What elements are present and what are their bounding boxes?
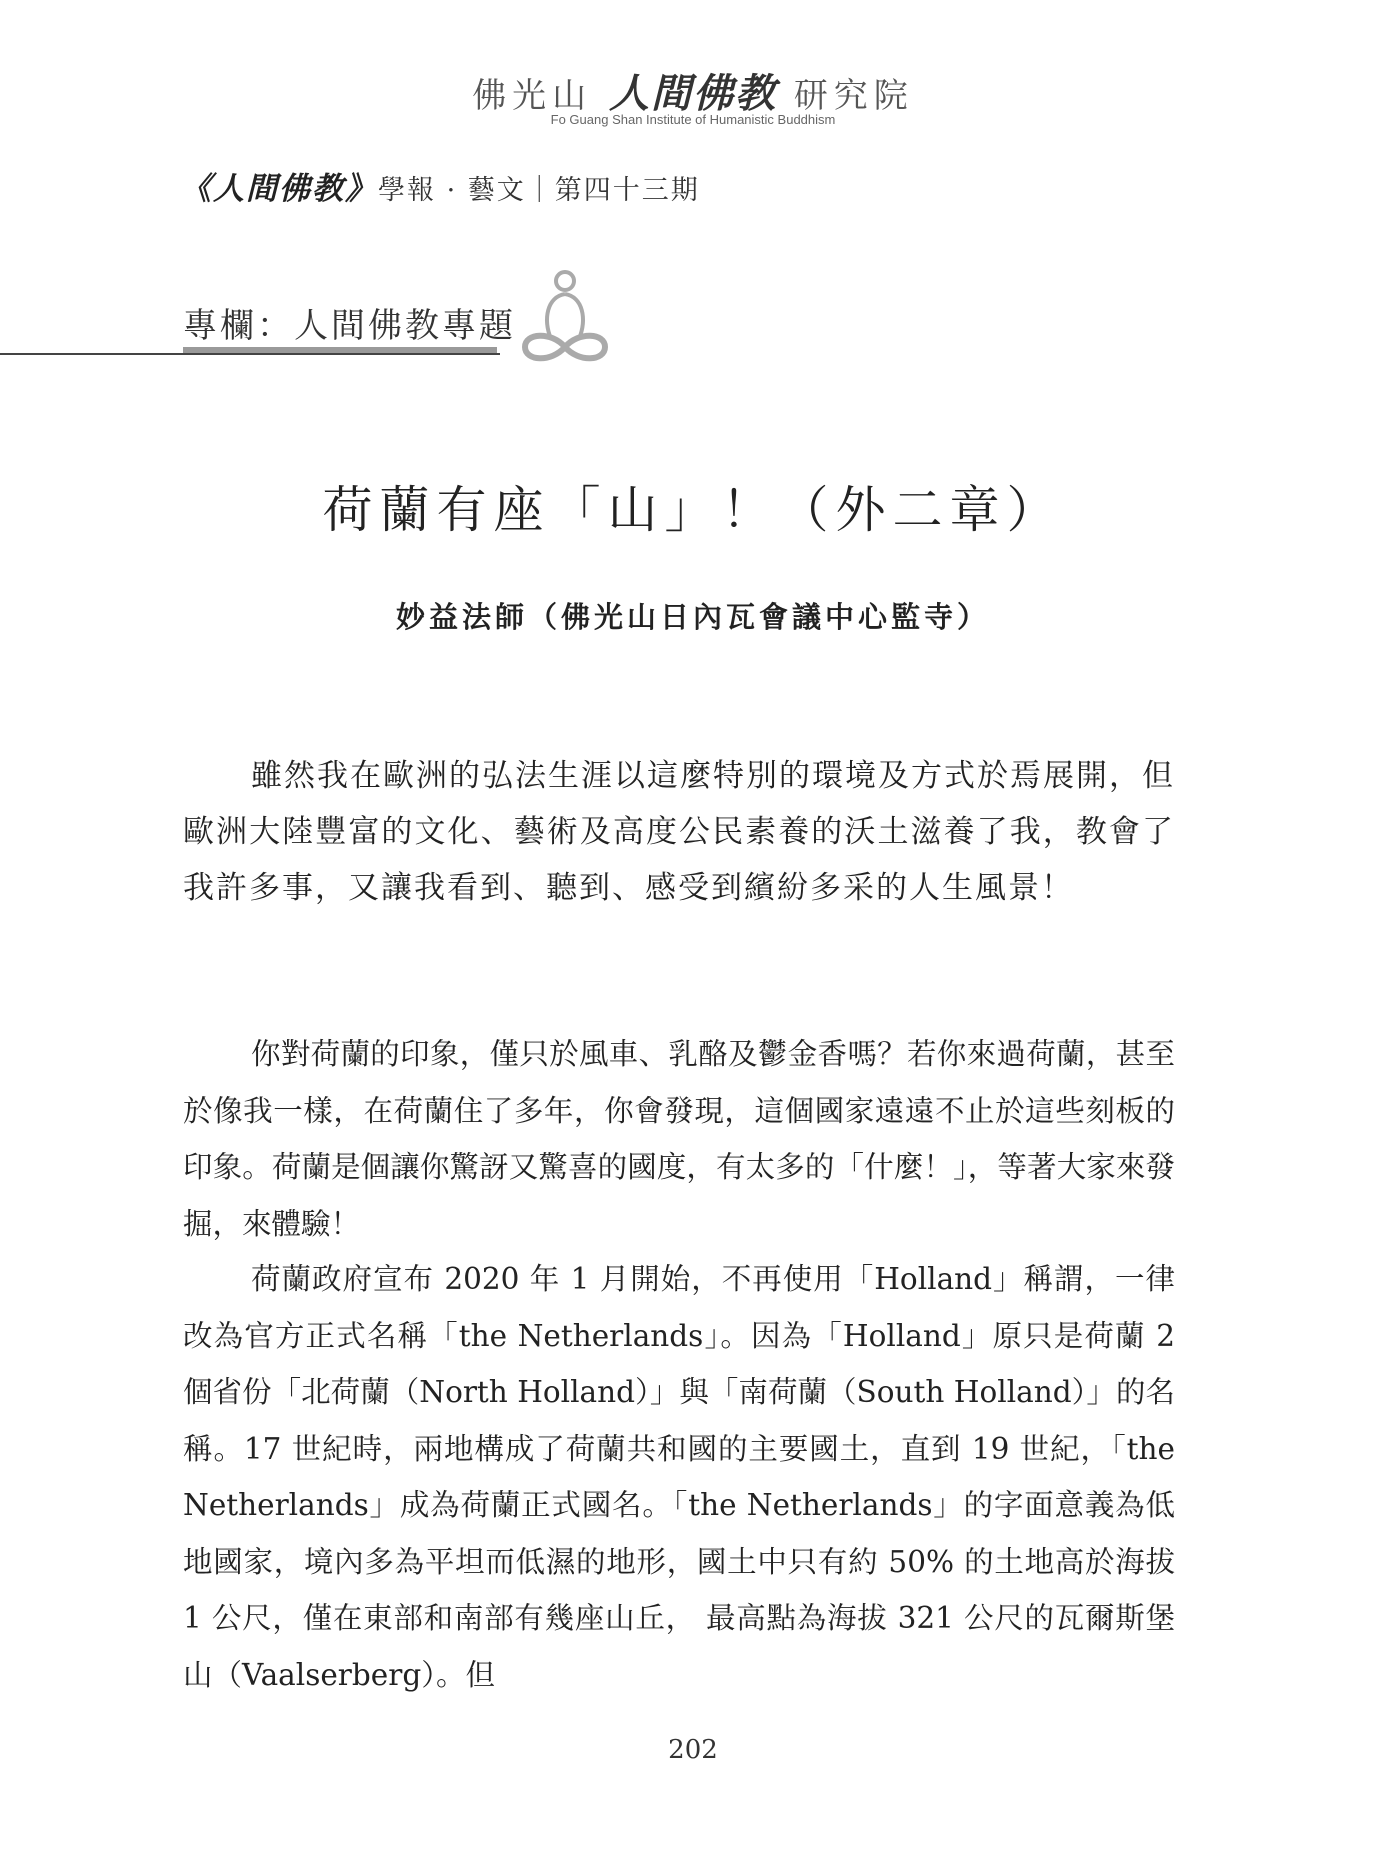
paragraph-impression: 你對荷蘭的印象，僅只於風車、乳酪及鬱金香嗎？若你來過荷蘭，甚至於像我一樣，在荷蘭住了多年，你會發現，這個國家遠遠不止於這些刻板的印象。荷蘭是個讓你驚訝又驚喜的國度，有太多的「什麼！」，等著大家來發掘，來體驗！ (183, 1037, 1175, 1241)
journal-issue: 學報 · 藝文｜第四十三期 (378, 175, 700, 206)
institute-name (0, 62, 1386, 119)
institute-name-english: Fo Guang Shan Institute of Humanistic Buddhism (550, 112, 836, 127)
column-label: 專欄：人間佛教專題 (183, 306, 516, 346)
institute-name-prefix: 佛光山 (472, 76, 593, 116)
meditating-figure-icon (515, 267, 615, 367)
journal-brand: 《人間佛教》 (180, 171, 378, 207)
article-author: 妙益法師（佛光山日內瓦會議中心監寺） (395, 600, 990, 634)
header-rule (0, 353, 500, 355)
institute-name-brand: 人間佛教 (609, 70, 777, 117)
journal-header (180, 163, 700, 208)
article-title: 荷蘭有座「山」！（外二章） (322, 481, 1064, 539)
page-number: 202 (668, 1735, 718, 1765)
institute-name-suffix: 研究院 (793, 76, 914, 116)
column-underline (183, 347, 497, 353)
paragraph-intro: 雖然我在歐洲的弘法生涯以這麼特別的環境及方式於焉展開，但歐洲大陸豐富的文化、藝術及高度公民素養的沃土滋養了我，教會了我許多事，又讓我看到、聽到、感受到繽紛多采的人生風景！ (183, 758, 1175, 906)
paragraph-netherlands: 荷蘭政府宣布 2020 年 1 月開始，不再使用「Holland」稱謂，一律改為官方正式名稱「the Netherlands」。因為「Holland」原只是荷蘭 2 個省份「北荷蘭（North Holland）」與「南荷蘭（South Holland）」的名稱。17 世紀時，兩地構成了荷蘭共和國的主要國土，直到 19 世紀，「the Netherlands」成為荷蘭正式國名。「the Netherlands」的字面意義為低地國家，境內多為平坦而低濕的地形，國土中只有約 50% 的土地高於海拔 1 公尺，僅在東部和南部有幾座山丘， 最高點為海拔 321 公尺的瓦爾斯堡山（Vaalserberg）。但 (183, 1262, 1175, 1692)
